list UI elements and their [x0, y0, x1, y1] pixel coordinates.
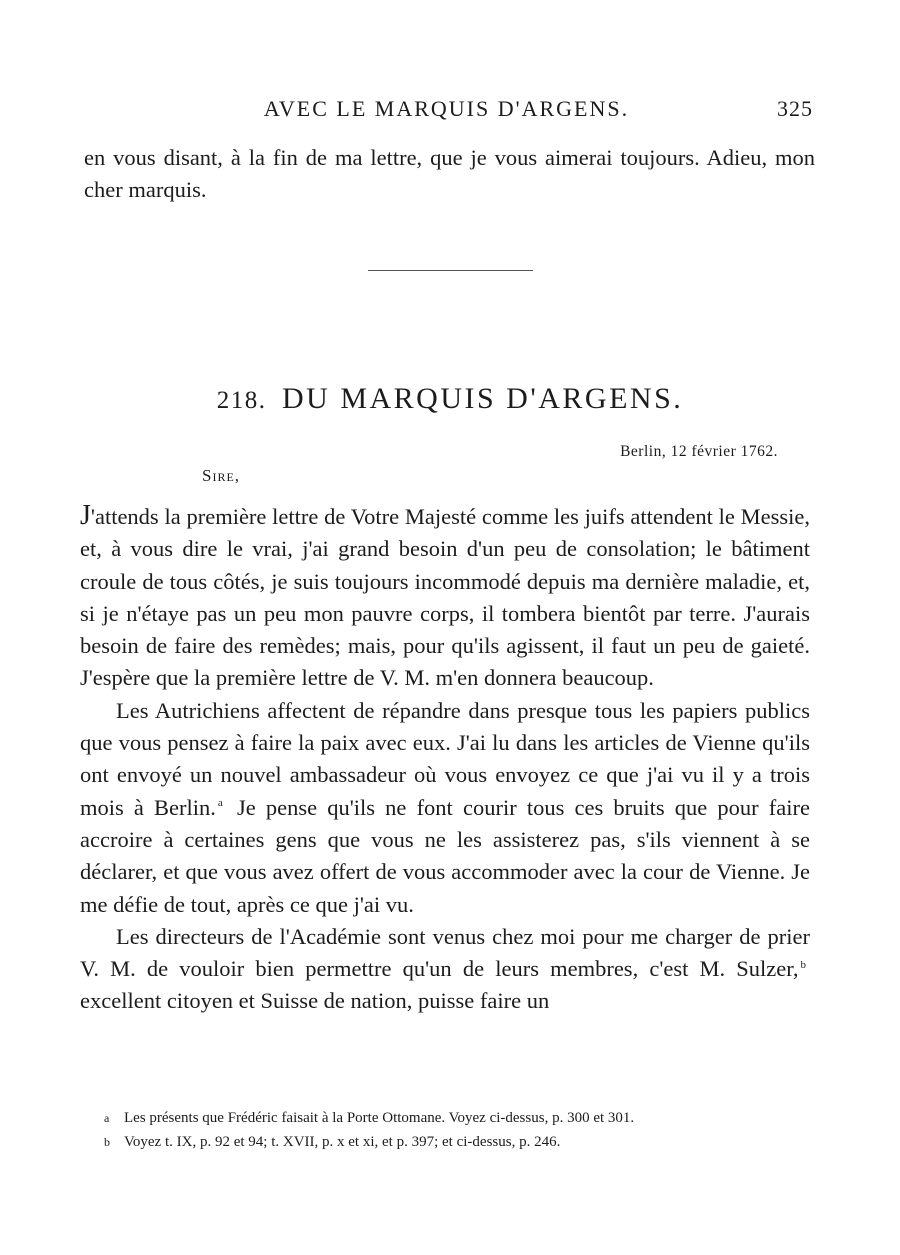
drop-cap: J [80, 500, 91, 531]
footnote-ref-a[interactable]: a [217, 797, 223, 810]
carry-over-paragraph: en vous disant, à la fin de ma lettre, que je vous aimerai toujours. Adieu, mon cher marquis. [84, 145, 815, 203]
letter-body [80, 500, 810, 1018]
running-head [80, 96, 813, 126]
letter-dateline: Berlin, 12 février 1762. [620, 443, 778, 460]
carry-over-text [84, 142, 815, 207]
page-number: 325 [777, 96, 813, 121]
paragraph-text: Je pense qu'ils ne font courir tous ces bruits que pour faire accroire à certaines gens que vous ne les assisterez pas, s'ils viennent à se déclarer, et que vous avez offert de vous accommoder avec la cour de Vienne. Je me défie de tout, après ce que j'ai vu. [80, 794, 811, 917]
footnote-mark: a [104, 1111, 110, 1125]
footnote-ref-b[interactable]: b [800, 958, 806, 971]
section-divider [368, 270, 533, 271]
letter-heading [0, 382, 900, 416]
footnote-mark: b [104, 1135, 110, 1149]
running-title: AVEC LE MARQUIS D'ARGENS. [263, 96, 630, 121]
letter-number: 218. [216, 387, 267, 414]
footnote-text: Les présents que Frédéric faisait à la Porte Ottomane. Voyez ci-dessus, p. 300 et 301. [124, 1110, 635, 1126]
paragraph-text: Les Autrichiens affectent de répandre dans presque tous les papiers publics que vous pensez à faire la paix avec eux. J'ai lu dans les articles de Vienne qu'ils ont envoyé un nouvel ambassadeur où vous envoyez ce que j'ai vu il y a trois mois à Berlin. [80, 697, 810, 820]
paragraph-text: 'attends la première lettre de Votre Majesté comme les juifs attendent le Messie, et, à vous dire le vrai, j'ai grand besoin d'un peu de consolation; le bâtiment croule de tous côtés, je suis toujours incommodé depuis ma dernière maladie, et, si je n'étaye pas un peu mon pauvre corps, il tombera bientôt par terre. J'aurais besoin de faire des remèdes; mais, pour qu'ils agissent, il faut un peu de gaieté. J'espère que la première lettre de V. M. m'en donnera beaucoup. [80, 504, 810, 691]
footnote-b [104, 1130, 814, 1154]
paragraph-text: excellent citoyen et Suisse de nation, puisse faire un [80, 988, 550, 1014]
letter-title: DU MARQUIS D'ARGENS. [281, 382, 684, 415]
letter-paragraph [80, 695, 810, 921]
paragraph-text: Les directeurs de l'Académie sont venus chez moi pour me charger de prier V. M. de vouloir bien permettre qu'un de leurs membres, c'est M. Sulzer, [80, 923, 810, 982]
letter-paragraph [80, 921, 810, 1018]
footnotes [104, 1106, 814, 1154]
footnote-text: Voyez t. IX, p. 92 et 94; t. XVII, p. x et xi, et p. 397; et ci-dessus, p. 246. [124, 1134, 561, 1150]
letter-salutation: Sire, [202, 466, 241, 485]
letter-paragraph [80, 500, 810, 695]
footnote-a [104, 1106, 814, 1130]
